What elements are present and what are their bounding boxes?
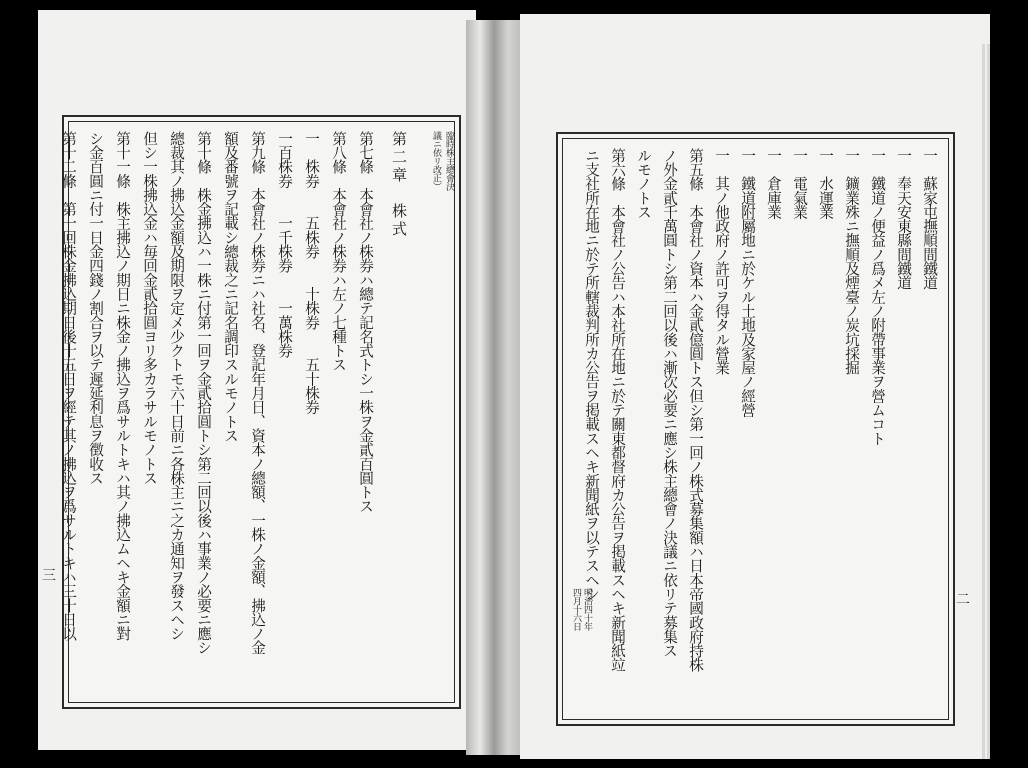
text-column: ルモノトス — [635, 148, 652, 219]
text-column: 第十條 株金拂込ハ一株ニ付第一回ヲ金貳拾圓トシ第二回以後ハ事業ノ必要ニ應シ — [195, 131, 212, 655]
text-column: 一 蘇家屯撫順間鐵道 — [921, 148, 938, 290]
page-edge — [987, 44, 990, 759]
text-column: 一 電氣業 — [791, 148, 808, 219]
text-column: 第八條 本會社ノ株券ハ左ノ七種トス — [330, 131, 347, 372]
text-column: 第十一條 株主拂込ノ期日ニ株金ノ拂込ヲ爲サルトキハ其ノ拂込ムヘキ金額ニ對 — [114, 131, 131, 641]
chapter-heading: 第二章 株式 — [390, 131, 408, 239]
text-column: 一 鐵道ノ便益ノ爲メ左ノ附帶事業ヲ營ムコト — [869, 148, 886, 446]
text-column: 總裁其ノ拂込金額及期限ヲ定メ少クトモ六十日前ニ各株主ニ之カ通知ヲ發スヘシ — [168, 131, 185, 641]
left-page — [38, 10, 476, 750]
right-page-number: 二 — [956, 592, 970, 608]
text-column: シ金百圓ニ付一日金四錢ノ割合ヲ以テ遲延利息ヲ徴收ス — [87, 131, 104, 485]
right-text-frame — [556, 132, 955, 726]
date-note: 明治四十年 — [582, 588, 592, 631]
right-page — [520, 14, 990, 759]
page-edge — [982, 44, 985, 759]
date-note: 四月十六日 — [571, 588, 581, 631]
text-column: 第五條 本會社ノ資本ハ金貳億圓トス但シ第一回ノ株式募集額ハ日本帝國政府持株 — [687, 148, 704, 672]
left-text-columns — [60, 131, 454, 697]
text-column: 一 鑛業殊ニ撫順及煙臺ノ炭坑採掘 — [843, 148, 860, 375]
text-column: 第七條 本會社ノ株券ハ總テ記名式トシ一株ヲ金貳百圓トス — [357, 131, 374, 514]
text-column: 一 倉庫業 — [765, 148, 782, 219]
text-column: ニ支社所在地ニ於テ所轄裁判所カ公告ヲ掲載スヘキ新聞紙ヲ以テスヘシ — [583, 148, 600, 601]
text-column: 一百株券 一千株券 一萬株券 — [276, 131, 293, 358]
text-column: 一 株券 五株券 十株券 五十株券 — [303, 131, 320, 414]
text-column: 一 奉天安東縣間鐵道 — [895, 148, 912, 290]
amendment-note: 議ニ依リ改正） — [431, 131, 441, 191]
amendment-note: 臨時株主總會決 — [444, 131, 454, 191]
text-column: 一 鐵道附屬地ニ於ケル土地及家屋ノ經營 — [739, 148, 756, 417]
text-column: 額及番號ヲ記載シ總裁之ニ記名調印スルモノトス — [222, 131, 239, 443]
text-column: 第九條 本會社ノ株券ニハ社名、登記年月日、資本ノ總額、一株ノ金額、拂込ノ金 — [249, 131, 266, 655]
book-gutter — [466, 20, 522, 755]
left-page-number: 三 — [42, 568, 56, 584]
right-text-columns — [570, 148, 941, 714]
text-column: 一 水運業 — [817, 148, 834, 219]
text-column: ノ外金貳千萬圓トシ第二回以後ハ漸次必要ニ應シ株主總會ノ決議ニ依リテ募集ス — [661, 148, 678, 658]
text-column: 但シ一株拂込金ハ毎回金貳拾圓ヨリ多カラサルモノトス — [141, 131, 158, 485]
left-text-frame — [62, 115, 461, 709]
text-column: 第十二條 第一回株金拂込期日後十五日ヲ經テ其ノ拂込ヲ爲サルトキハ三十日以 — [60, 131, 77, 641]
text-column: 第六條 本會社ノ公告ハ本社所在地ニ於テ關東都督府カ公告ヲ掲載スヘキ新聞紙竝 — [609, 148, 626, 672]
text-column: 一 其ノ他政府ノ許可ヲ得タル營業 — [713, 148, 730, 375]
